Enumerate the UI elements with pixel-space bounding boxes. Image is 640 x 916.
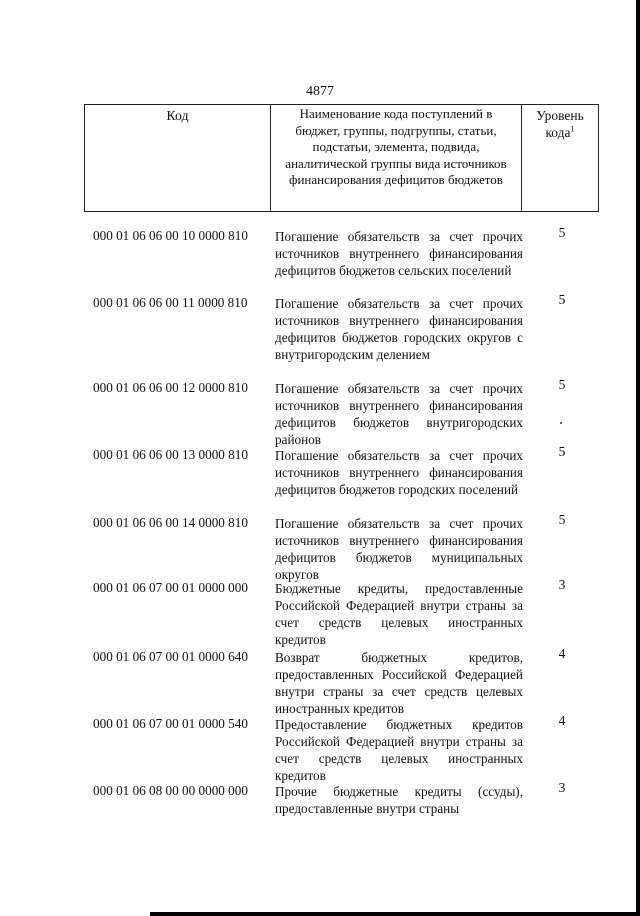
scan-speck [560,422,562,424]
row-name: Погашение обязательств за счет прочих источников внутреннего финансирования дефицитов бюджетов городских округов с внутригородским делением [275,296,523,362]
row-name: Бюджетные кредиты, предоставленные Российской Федерацией внутри страны за счет средств целевых иностранных кредитов [275,581,523,647]
row-code: 000 01 06 08 00 00 0000 000 [93,783,248,798]
row-code: 000 01 06 06 00 12 0000 810 [93,380,248,395]
row-code: 000 01 06 06 00 14 0000 810 [93,515,248,530]
row-level: 3 [558,577,566,592]
row-level: 5 [558,292,566,307]
row-level: 3 [558,780,566,795]
row-level: 5 [558,512,566,527]
header-code: Код [85,105,271,211]
row-name: Погашение обязательств за счет прочих источников внутреннего финансирования дефицитов бюджетов внутригородских районов [275,381,523,447]
row-name: Погашение обязательств за счет прочих источников внутреннего финансирования дефицитов бюджетов муниципальных округов [275,516,523,582]
row-code: 000 01 06 06 00 13 0000 810 [93,447,248,462]
scan-edge-right [636,0,640,916]
table-header [84,104,599,212]
row-name: Возврат бюджетных кредитов, предоставленных Российской Федерацией внутри страны за счет средств целевых иностранных кредитов [275,650,523,716]
header-level [522,105,598,211]
row-code: 000 01 06 07 00 01 0000 000 [93,580,248,595]
header-name: Наименование кода поступлений в бюджет, группы, подгруппы, статьи, подстатьи, элемента, подвида, аналитической группы вида источников финансирования дефицитов бюджетов [271,105,522,211]
footnote-marker: 1 [570,124,575,134]
row-name: Погашение обязательств за счет прочих источников внутреннего финансирования дефицитов бюджетов городских поселений [275,448,523,497]
scan-edge-bottom [150,912,640,916]
row-name: Погашение обязательств за счет прочих источников внутреннего финансирования дефицитов бюджетов сельских поселений [275,229,523,278]
row-name: Предоставление бюджетных кредитов Российской Федерацией внутри страны за счет средств целевых иностранных кредитов [275,717,523,783]
row-level: 5 [558,377,566,392]
row-level: 5 [558,444,566,459]
row-code: 000 01 06 06 00 10 0000 810 [93,228,248,243]
row-code: 000 01 06 06 00 11 0000 810 [93,295,248,310]
row-code: 000 01 06 07 00 01 0000 540 [93,716,248,731]
row-level: 5 [558,225,566,240]
page-number: 4877 [306,84,334,99]
row-level: 4 [558,646,566,661]
row-code: 000 01 06 07 00 01 0000 640 [93,649,248,664]
header-level-label: Уровень кода [536,108,584,140]
row-level: 4 [558,713,566,728]
row-name: Прочие бюджетные кредиты (ссуды), предоставленные внутри страны [275,784,523,816]
